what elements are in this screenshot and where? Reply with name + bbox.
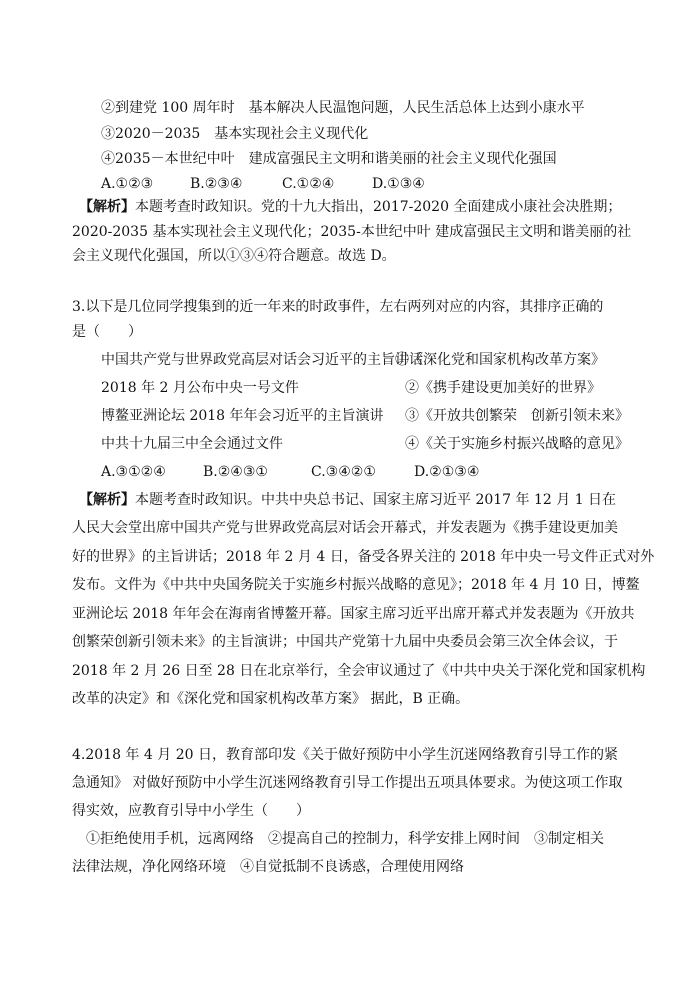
q3-analysis-line-8: 改革的决定》和《深化党和国家机构改革方案》 据此，B 正确。 bbox=[72, 691, 470, 707]
q3-pair-2-right: ②《携手建设更加美好的世界》 bbox=[405, 380, 601, 396]
q3-pair-1-left: 中国共产党与世界政党高层对话会习近平的主旨讲话 bbox=[101, 352, 423, 368]
q4-stem-line-1: 4.2018 年 4 月 20 日，教育部印发《关于做好预防中小学生沉迷网络教育引导工作的紧 bbox=[72, 747, 618, 763]
q2-analysis-line-3: 会主义现代化强国，所以①③④符合题意。故选 D。 bbox=[72, 248, 396, 264]
q3-analysis-line-1 bbox=[79, 490, 616, 510]
q3-pair-4-right: ④《关于实施乡村振兴战略的意见》 bbox=[405, 436, 629, 452]
q2-item-3: ③2020－2035 基本实现社会主义现代化 bbox=[101, 126, 369, 142]
q3-stem-line-2: 是（ ） bbox=[72, 324, 142, 340]
q2-analysis-line-1 bbox=[79, 197, 621, 217]
q3-analysis-line-6: 创繁荣创新引领未来》的主旨演讲；中国共产党第十九届中央委员会第三次全体会议，于 bbox=[72, 634, 618, 650]
q2-option-b: B.②③④ bbox=[190, 176, 243, 192]
q3-pair-4-left: 中共十九届三中全会通过文件 bbox=[101, 436, 283, 452]
q4-items-line-2: 法律法规，净化网络环境 ④自觉抵制不良诱惑，合理使用网络 bbox=[72, 859, 464, 875]
q2-option-d: D.①③④ bbox=[372, 176, 425, 192]
q2-item-4: ④2035－本世纪中叶 建成富强民主文明和谐美丽的社会主义现代化强国 bbox=[101, 151, 557, 167]
q2-option-a: A.①②③ bbox=[101, 176, 154, 192]
q4-stem-line-3: 得实效，应教育引导中小学生（ ） bbox=[72, 803, 310, 819]
q3-analysis-line-7: 2018 年 2 月 26 日至 28 日在北京举行，全会审议通过了《中共中央关于深化党和国家机构 bbox=[72, 663, 646, 679]
q3-pair-3-left: 博鳌亚洲论坛 2018 年年会习近平的主旨演讲 bbox=[101, 408, 384, 424]
q2-analysis-text-1: 本题考查时政知识。党的十九大指出，2017-2020 全面建成小康社会决胜期； bbox=[135, 199, 622, 215]
q3-pair-2-left: 2018 年 2 月公布中央一号文件 bbox=[101, 380, 299, 396]
q3-option-a: A.③①②④ bbox=[101, 464, 166, 480]
q3-analysis-line-2: 人民大会堂出席中国共产党与世界政党高层对话会开幕式，并发表题为《携手建设更加美 bbox=[72, 520, 618, 536]
q3-analysis-line-5: 亚洲论坛 2018 年年会在海南省博鳌开幕。国家主席习近平出席开幕式并发表题为《开放共 bbox=[72, 606, 635, 622]
q3-option-c: C.③④②① bbox=[311, 464, 376, 480]
q3-stem-line-1: 3.以下是几位同学搜集到的近一年来的时政事件，左右两列对应的内容，其排序正确的 bbox=[72, 299, 604, 315]
q2-analysis-line-2: 2020-2035 基本实现社会主义现代化；2035-本世纪中叶 建成富强民主文明和谐美丽的社 bbox=[72, 224, 632, 240]
q3-analysis-text-1: 本题考查时政知识。中共中央总书记、国家主席习近平 2017 年 12 月 1 日在 bbox=[135, 492, 617, 508]
q2-analysis-label: 【解析】 bbox=[79, 199, 135, 215]
q4-items-line-1: ①拒绝使用手机，远离网络 ②提高自己的控制力，科学安排上网时间 ③制定相关 bbox=[86, 831, 604, 847]
q3-analysis-label: 【解析】 bbox=[79, 492, 135, 508]
q3-analysis-line-4: 发布。文件为《中共中央国务院关于实施乡村振兴战略的意见》；2018 年 4 月 10 日，博鳌 bbox=[72, 577, 640, 593]
q2-option-c: C.①②④ bbox=[282, 176, 335, 192]
q3-pair-1-right: ①《深化党和国家机构改革方案》 bbox=[395, 352, 605, 368]
q3-analysis-line-3: 好的世界》的主旨讲话；2018 年 2 月 4 日，备受各界关注的 2018 年中央一号文件正式对外 bbox=[72, 549, 655, 565]
q2-item-2: ②到建党 100 周年时 基本解决人民温饱问题，人民生活总体上达到小康水平 bbox=[101, 100, 585, 116]
q3-option-b: B.②④③① bbox=[203, 464, 268, 480]
q4-stem-line-2: 急通知》 对做好预防中小学生沉迷网络教育引导工作提出五项具体要求。为使这项工作取 bbox=[72, 775, 623, 791]
q3-pair-3-right: ③《开放共创繁荣 创新引领未来》 bbox=[405, 408, 629, 424]
q3-option-d: D.②①③④ bbox=[414, 464, 480, 480]
